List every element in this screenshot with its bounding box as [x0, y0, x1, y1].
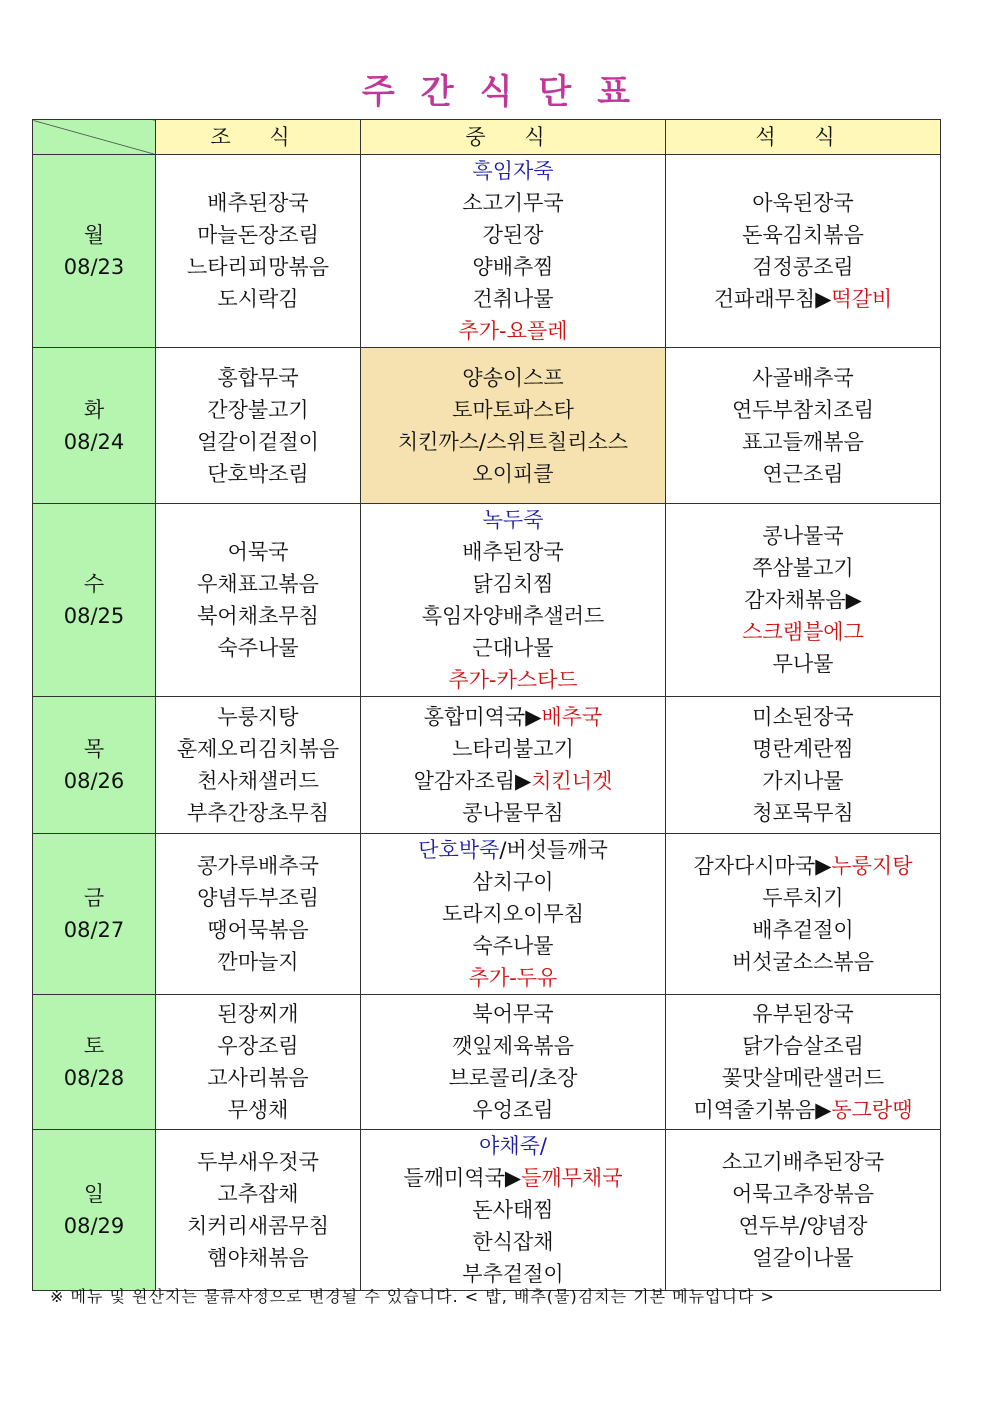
- lunch-cell: [361, 348, 666, 504]
- menu-item-text: 쭈삼불고기: [752, 556, 854, 580]
- menu-item-text: 브로콜리/초장: [448, 1066, 578, 1090]
- menu-item: [156, 701, 360, 733]
- menu-item-text: 건취나물: [472, 287, 554, 311]
- menu-item-text: 닭김치찜: [472, 572, 554, 596]
- menu-item: [666, 283, 940, 315]
- menu-item: [156, 632, 360, 664]
- menu-item-text: 두부새우젓국: [197, 1150, 319, 1174]
- menu-item: [156, 1178, 360, 1210]
- lunch-cell: [361, 697, 666, 834]
- menu-item-text: 꽃맛살메란샐러드: [721, 1066, 885, 1090]
- menu-item-text: 부추간장초무침: [186, 801, 329, 825]
- menu-item: [666, 219, 940, 251]
- menu-item-text: 추가-요플레: [458, 319, 568, 343]
- menu-item: [666, 584, 940, 616]
- menu-item-text: 콩나물국: [762, 524, 844, 548]
- menu-item: [361, 1062, 665, 1094]
- day-row: [33, 995, 941, 1130]
- menu-item-text: 근대나물: [472, 636, 554, 660]
- menu-item-text: 떡갈비: [831, 287, 893, 311]
- menu-item: [666, 362, 940, 394]
- menu-item-text: 숙주나물: [472, 934, 554, 958]
- menu-item-text: 오이피클: [472, 461, 554, 486]
- day-cell: [33, 504, 156, 697]
- menu-item-text: 배추된장국: [207, 191, 309, 215]
- menu-item: [361, 1030, 665, 1062]
- dinner-cell: [666, 1130, 941, 1291]
- menu-item-text: 미소된장국: [752, 705, 854, 729]
- menu-item-text: 무생채: [227, 1098, 289, 1122]
- menu-item-text: 간장불고기: [207, 397, 309, 422]
- menu-item: [156, 1210, 360, 1242]
- menu-item-text: 추가-두유: [468, 966, 558, 990]
- menu-item: [156, 914, 360, 946]
- menu-item-text: 얼갈이겉절이: [197, 429, 319, 454]
- menu-item: [361, 536, 665, 568]
- menu-item-text: 어묵국: [227, 540, 289, 564]
- menu-item: [361, 765, 665, 797]
- menu-item-text: 치킨까스/스위트칠리소스: [397, 429, 629, 454]
- menu-item: [156, 600, 360, 632]
- menu-item: [666, 552, 940, 584]
- menu-item-text: 땡어묵볶음: [207, 918, 309, 942]
- menu-item-text: 부추겉절이: [462, 1262, 564, 1286]
- menu-item-text: 도라지오이무침: [441, 902, 584, 926]
- menu-item-text: 단호박조림: [207, 461, 309, 486]
- menu-item-text: 감자다시마국▶: [693, 854, 832, 878]
- menu-item-text: 연근조림: [762, 461, 844, 486]
- menu-item: [361, 632, 665, 664]
- menu-item-text: 우장조림: [217, 1034, 299, 1058]
- menu-item-text: 무나물: [772, 652, 834, 676]
- menu-item: [361, 930, 665, 962]
- menu-item-text: 아욱된장국: [752, 191, 854, 215]
- menu-item-text: 청포묵무침: [752, 801, 854, 825]
- menu-item-text: 홍합무국: [217, 365, 299, 390]
- header-row: [33, 120, 941, 155]
- menu-item: [666, 733, 940, 765]
- menu-item-text: 북어무국: [472, 1002, 554, 1026]
- menu-item-text: 고사리볶음: [207, 1066, 309, 1090]
- header-breakfast: 조 식: [156, 120, 361, 155]
- menu-item-text: 느타리피망볶음: [186, 255, 329, 279]
- menu-item: [361, 797, 665, 829]
- day-row: [33, 697, 941, 834]
- menu-item-text: 닭가슴살조림: [742, 1034, 864, 1058]
- menu-item: [156, 998, 360, 1030]
- menu-item-text: 유부된장국: [752, 1002, 854, 1026]
- menu-item-text: 버섯굴소스볶음: [731, 950, 874, 974]
- menu-item: [361, 962, 665, 994]
- menu-item: [361, 1162, 665, 1194]
- menu-item-text: 훈제오리김치볶음: [176, 737, 340, 761]
- menu-item: [156, 187, 360, 219]
- menu-item-text: 표고들깨볶음: [742, 429, 864, 454]
- menu-item: [361, 458, 665, 490]
- menu-item-text: 느타리불고기: [452, 737, 574, 761]
- menu-item-text: 스크램블에그: [742, 620, 864, 644]
- menu-item: [361, 1194, 665, 1226]
- menu-item: [361, 426, 665, 458]
- menu-item: [666, 701, 940, 733]
- menu-item-text: 가지나물: [762, 769, 844, 793]
- menu-item-text: 동그랑땡: [831, 1098, 913, 1122]
- lunch-cell: [361, 995, 666, 1130]
- menu-item: [361, 998, 665, 1030]
- menu-item-text: 우엉조림: [472, 1098, 554, 1122]
- menu-item: [156, 394, 360, 426]
- menu-item: [361, 568, 665, 600]
- menu-item-text: 야채죽/: [479, 1134, 547, 1158]
- menu-item: [666, 1178, 940, 1210]
- day-cell: [33, 995, 156, 1130]
- dinner-cell: [666, 995, 941, 1130]
- menu-item-text: 깐마늘지: [217, 950, 299, 974]
- menu-item: [361, 283, 665, 315]
- date-label: 08/28: [63, 1066, 125, 1090]
- menu-item-text: 두루치기: [762, 886, 844, 910]
- menu-item: [156, 219, 360, 251]
- day-row: [33, 504, 941, 697]
- menu-item: [156, 765, 360, 797]
- menu-item-text: 소고기배추된장국: [721, 1150, 885, 1174]
- menu-item: [156, 251, 360, 283]
- menu-item-text: /버섯들깨국: [499, 838, 608, 862]
- menu-item-text: 돈육김치볶음: [742, 223, 864, 247]
- dinner-cell: [666, 348, 941, 504]
- day-row: [33, 155, 941, 348]
- menu-item: [361, 251, 665, 283]
- menu-item: [156, 458, 360, 490]
- menu-item: [156, 536, 360, 568]
- menu-item-text: 배추국: [541, 705, 603, 729]
- menu-item-text: 마늘돈장조림: [197, 223, 319, 247]
- menu-item: [666, 251, 940, 283]
- menu-item: [361, 394, 665, 426]
- menu-item: [666, 882, 940, 914]
- menu-item: [156, 882, 360, 914]
- menu-item-text: 치커리새콤무침: [186, 1214, 329, 1238]
- menu-item: [156, 568, 360, 600]
- menu-item-text: 단호박죽: [418, 838, 500, 862]
- breakfast-cell: [156, 1130, 361, 1291]
- page-title: 주간식단표: [361, 72, 657, 112]
- menu-item: [156, 797, 360, 829]
- dinner-cell: [666, 834, 941, 995]
- menu-item: [666, 998, 940, 1030]
- menu-item: [666, 946, 940, 978]
- menu-item: [361, 187, 665, 219]
- menu-item: [666, 458, 940, 490]
- day-label: 화: [83, 397, 105, 422]
- menu-item: [666, 1094, 940, 1126]
- menu-item: [156, 1094, 360, 1126]
- menu-item-text: 알감자조림▶: [413, 769, 532, 793]
- corner-cell: [33, 120, 156, 155]
- menu-item-text: 양배추찜: [472, 255, 554, 279]
- menu-item-text: 녹두죽: [482, 508, 544, 532]
- menu-item-text: 배추된장국: [462, 540, 564, 564]
- menu-item: [666, 1146, 940, 1178]
- day-label: 월: [83, 223, 105, 247]
- menu-item: [156, 362, 360, 394]
- breakfast-cell: [156, 155, 361, 348]
- menu-item: [156, 1030, 360, 1062]
- menu-item: [156, 946, 360, 978]
- menu-item-text: 양념두부조림: [197, 886, 319, 910]
- menu-item: [361, 600, 665, 632]
- menu-item: [361, 504, 665, 536]
- lunch-cell: [361, 155, 666, 348]
- day-label: 토: [83, 1034, 105, 1058]
- menu-item-text: 누룽지탕: [217, 705, 299, 729]
- date-label: 08/27: [63, 918, 125, 942]
- menu-item-text: 된장찌개: [217, 1002, 299, 1026]
- menu-item: [361, 155, 665, 187]
- menu-item: [666, 426, 940, 458]
- menu-item-text: 미역줄기볶음▶: [693, 1098, 832, 1122]
- day-label: 금: [83, 886, 105, 910]
- menu-item: [666, 616, 940, 648]
- menu-item-text: 연두부/양념장: [738, 1214, 868, 1238]
- day-cell: [33, 155, 156, 348]
- day-cell: [33, 348, 156, 504]
- menu-item-text: 콩가루배추국: [197, 854, 319, 878]
- menu-item: [156, 733, 360, 765]
- dinner-cell: [666, 697, 941, 834]
- menu-item-text: 사골배추국: [752, 365, 854, 390]
- menu-item-text: 깻잎제육볶음: [452, 1034, 574, 1058]
- menu-item-text: 연두부참치조림: [731, 397, 874, 422]
- menu-item-text: 삼치구이: [472, 870, 554, 894]
- menu-item: [361, 898, 665, 930]
- day-row: [33, 834, 941, 995]
- menu-item: [361, 733, 665, 765]
- menu-item: [361, 315, 665, 347]
- menu-item-text: 명란계란찜: [752, 737, 854, 761]
- breakfast-cell: [156, 348, 361, 504]
- menu-item: [361, 664, 665, 696]
- day-cell: [33, 834, 156, 995]
- menu-item-text: 돈사태찜: [472, 1198, 554, 1222]
- day-cell: [33, 1130, 156, 1291]
- menu-item-text: 고추잡채: [217, 1182, 299, 1206]
- menu-item: [156, 1146, 360, 1178]
- breakfast-cell: [156, 834, 361, 995]
- menu-item-text: 천사채샐러드: [197, 769, 319, 793]
- menu-item-text: 어묵고추장볶음: [731, 1182, 874, 1206]
- menu-item: [361, 219, 665, 251]
- menu-item: [666, 914, 940, 946]
- footnote: ※ 메뉴 및 원산지는 물류사정으로 변경될 수 있습니다. < 밥, 배추(물)김치는 기본 메뉴입니다 >: [50, 1287, 775, 1306]
- breakfast-cell: [156, 995, 361, 1130]
- day-label: 목: [83, 737, 105, 761]
- menu-item: [156, 426, 360, 458]
- menu-item-text: 홍합미역국▶: [423, 705, 542, 729]
- header-dinner: 석 식: [666, 120, 941, 155]
- menu-item-text: 흑임자죽: [472, 159, 554, 183]
- menu-item-text: 배추겉절이: [752, 918, 854, 942]
- menu-item: [666, 1242, 940, 1274]
- menu-item: [361, 1226, 665, 1258]
- menu-item: [666, 850, 940, 882]
- menu-item: [361, 1130, 665, 1162]
- menu-item-text: 우채표고볶음: [197, 572, 319, 596]
- menu-item-text: 누룽지탕: [831, 854, 913, 878]
- menu-item: [666, 1030, 940, 1062]
- menu-item-text: 토마토파스타: [452, 397, 574, 422]
- dinner-cell: [666, 155, 941, 348]
- lunch-cell: [361, 504, 666, 697]
- date-label: 08/25: [63, 604, 125, 628]
- menu-item: [361, 866, 665, 898]
- menu-item: [666, 765, 940, 797]
- menu-item-text: 감자채볶음▶: [744, 588, 862, 612]
- day-row: [33, 348, 941, 504]
- breakfast-cell: [156, 504, 361, 697]
- header-lunch: 중 식: [361, 120, 666, 155]
- day-row: [33, 1130, 941, 1291]
- menu-item-text: 들깨무채국: [521, 1166, 623, 1190]
- menu-item: [666, 1210, 940, 1242]
- menu-item-text: 북어채초무침: [197, 604, 319, 628]
- menu-item: [666, 648, 940, 680]
- menu-item-text: 추가-카스타드: [448, 668, 578, 692]
- menu-item-text: 숙주나물: [217, 636, 299, 660]
- menu-item-text: 치킨너겟: [531, 769, 613, 793]
- menu-item-text: 검정콩조림: [752, 255, 854, 279]
- breakfast-cell: [156, 697, 361, 834]
- menu-item: [361, 701, 665, 733]
- date-label: 08/24: [63, 429, 125, 454]
- menu-item: [156, 1062, 360, 1094]
- menu-item: [361, 1094, 665, 1126]
- day-cell: [33, 697, 156, 834]
- menu-item: [666, 520, 940, 552]
- date-label: 08/23: [63, 255, 125, 279]
- menu-item: [666, 187, 940, 219]
- menu-item-text: 양송이스프: [462, 365, 564, 390]
- menu-item-text: 콩나물무침: [462, 801, 564, 825]
- menu-item-text: 한식잡채: [472, 1230, 554, 1254]
- menu-item: [666, 797, 940, 829]
- date-label: 08/26: [63, 769, 125, 793]
- menu-item: [156, 850, 360, 882]
- menu-item: [666, 394, 940, 426]
- menu-item-text: 햄야채볶음: [207, 1246, 309, 1270]
- day-label: 수: [83, 572, 105, 596]
- menu-item-text: 건파래무침▶: [713, 287, 832, 311]
- menu-item: [361, 834, 665, 866]
- menu-item: [156, 283, 360, 315]
- menu-item: [666, 1062, 940, 1094]
- dinner-cell: [666, 504, 941, 697]
- menu-item: [361, 362, 665, 394]
- lunch-cell: [361, 1130, 666, 1291]
- menu-item-text: 소고기무국: [462, 191, 564, 215]
- day-label: 일: [83, 1182, 105, 1206]
- menu-item-text: 흑임자양배추샐러드: [421, 604, 605, 628]
- weekly-menu-table: [32, 119, 941, 1291]
- menu-item-text: 강된장: [482, 223, 544, 247]
- date-label: 08/29: [63, 1214, 125, 1238]
- menu-item: [156, 1242, 360, 1274]
- lunch-cell: [361, 834, 666, 995]
- menu-item-text: 들깨미역국▶: [403, 1166, 522, 1190]
- menu-item-text: 얼갈이나물: [752, 1246, 854, 1270]
- menu-item-text: 도시락김: [217, 287, 299, 311]
